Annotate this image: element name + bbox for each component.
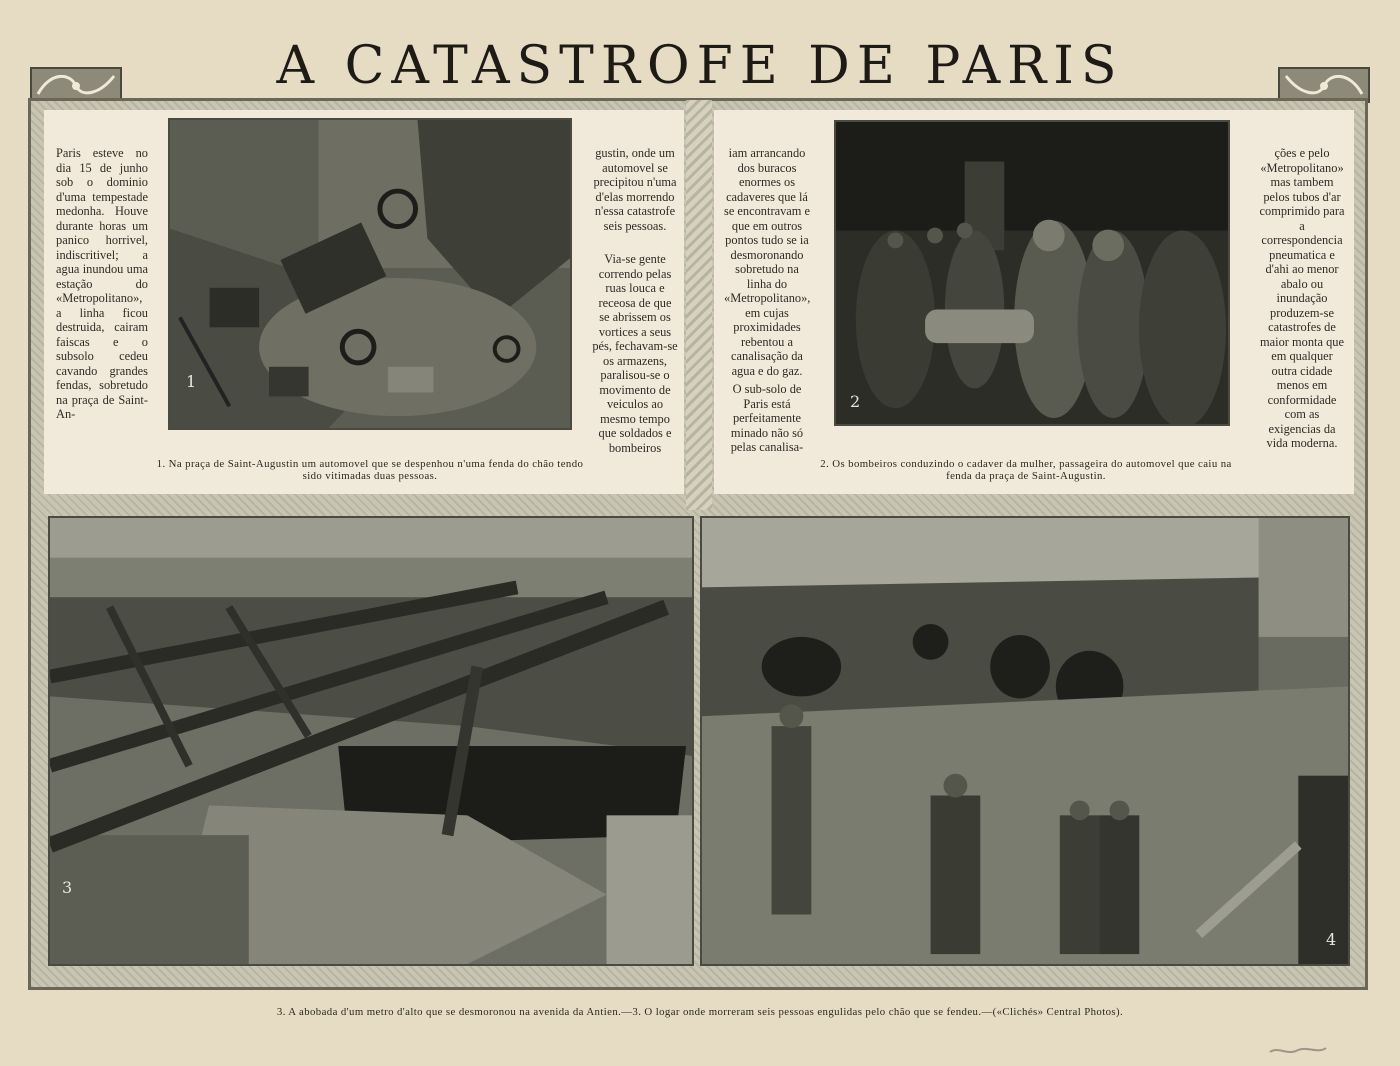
archive-stamp-mark	[1268, 1044, 1328, 1056]
article-column-3: iam arrancando dos buracos enormes os cadaveres que lá se encontravam e que em outros pontos tudo se ia desmoronando sobretudo na linha do «Metropolitano», em cujas proximidades rebentou a canalisação da agua e do gaz.	[724, 146, 811, 378]
article-column-2-continued: Via-se gente correndo pelas ruas louca e receosa de que se abrissem os vortices a seus pés, fechavam-se os armazens, paralisou-se o movimento de veiculos ao mesmo tempo que soldados e bombeiros	[592, 252, 678, 455]
figure-number-4: 4	[1326, 930, 1337, 949]
photo-2-firemen-carrying-body	[834, 120, 1230, 426]
center-ornament	[686, 100, 712, 510]
bottom-caption: 3. A abobada d'um metro d'alto que se desmoronou na avenida da Antien.—3. O logar onde morreram seis pessoas engulidas pelo chão que se fendeu.—(«Clichés» Central Photos).	[276, 1006, 1124, 1018]
figure-number-2: 2	[850, 392, 861, 411]
article-column-4: ções e pelo «Metropolitano» mas tambem pelos tubos d'ar comprimido para a correspondencia pneumatica e d'ahi ao menor abalo ou inundação produzem-se catastrofes de maior monta que em qualquer outra cidade menos em conformidade com as exigencias da vida moderna.	[1259, 146, 1345, 450]
article-column-1: Paris esteve no dia 15 de junho sob o dominio d'uma tempestade medonha. Houve durante horas um panico horrivel, indiscritivel; a agua inundou uma estação do «Metropolitano», a linha ficou destruida, cairam faiscas e o subsolo cedeu cavando grandes fendas, sobretudo na praça de Saint-An-	[56, 146, 148, 421]
caption-photo-1: 1. Na praça de Saint-Augustin um automovel que se despenhou n'uma fenda do chão tendo sido vitimadas duas pessoas.	[156, 458, 584, 482]
page-title: A CATASTROFE DE PARIS	[276, 36, 1124, 96]
article-column-2: gustin, onde um automovel se precipitou n'uma d'elas morrendo n'essa catastrofe seis pessoas.	[593, 146, 677, 233]
article-column-3-continued: O sub-solo de Paris está perfeitamente minado não só pelas canalisa-	[730, 382, 804, 454]
photo-4-excavation-site	[700, 516, 1350, 966]
photo-3-collapsed-vault	[48, 516, 694, 966]
figure-number-3: 3	[62, 878, 73, 897]
caption-photo-2: 2. Os bombeiros conduzindo o cadaver da mulher, passageira do automovel que caiu na fenda da praça de Saint-Augustin.	[820, 458, 1232, 482]
photo-1-car-in-crater	[168, 118, 572, 430]
figure-number-1: 1	[186, 372, 197, 391]
